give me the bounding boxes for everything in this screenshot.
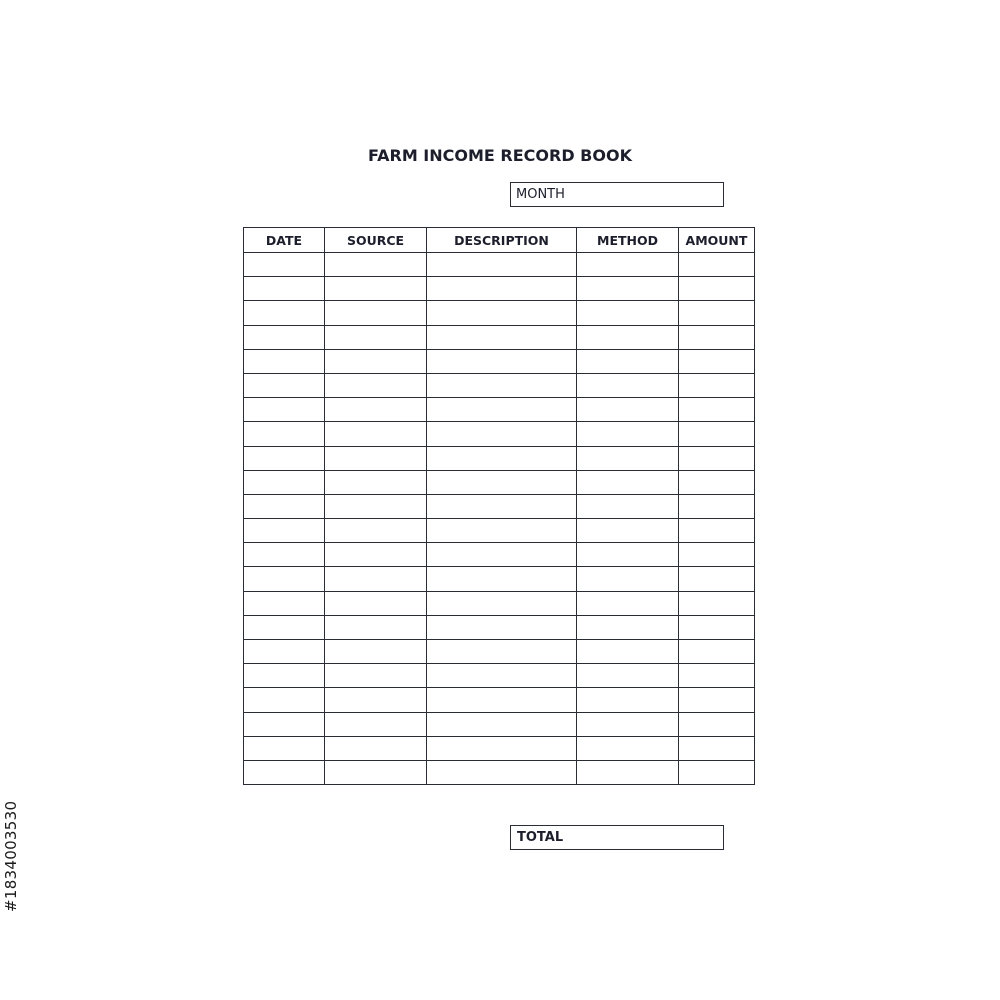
table-cell-description[interactable] <box>427 615 577 639</box>
table-cell-date[interactable] <box>244 591 325 615</box>
table-cell-source[interactable] <box>325 760 427 784</box>
table-cell-amount[interactable] <box>679 664 755 688</box>
table-cell-description[interactable] <box>427 301 577 325</box>
table-cell-method[interactable] <box>577 567 679 591</box>
table-cell-date[interactable] <box>244 277 325 301</box>
table-cell-date[interactable] <box>244 736 325 760</box>
table-row <box>244 567 755 591</box>
table-row <box>244 688 755 712</box>
table-cell-date[interactable] <box>244 253 325 277</box>
table-row <box>244 543 755 567</box>
table-cell-date[interactable] <box>244 567 325 591</box>
table-cell-amount[interactable] <box>679 543 755 567</box>
table-cell-method[interactable] <box>577 253 679 277</box>
table-cell-source[interactable] <box>325 373 427 397</box>
table-cell-date[interactable] <box>244 325 325 349</box>
table-cell-method[interactable] <box>577 301 679 325</box>
table-cell-source[interactable] <box>325 301 427 325</box>
table-row <box>244 446 755 470</box>
table-row <box>244 591 755 615</box>
table-cell-source[interactable] <box>325 640 427 664</box>
table-row <box>244 349 755 373</box>
table-cell-source[interactable] <box>325 277 427 301</box>
table-cell-description[interactable] <box>427 519 577 543</box>
table-cell-source[interactable] <box>325 325 427 349</box>
table-cell-description[interactable] <box>427 470 577 494</box>
table-cell-source[interactable] <box>325 446 427 470</box>
table-cell-method[interactable] <box>577 470 679 494</box>
table-row <box>244 712 755 736</box>
table-body <box>244 253 755 785</box>
column-header-source: SOURCE <box>325 228 427 253</box>
table-cell-description[interactable] <box>427 760 577 784</box>
table-cell-description[interactable] <box>427 640 577 664</box>
table-cell-source[interactable] <box>325 543 427 567</box>
table-cell-source[interactable] <box>325 615 427 639</box>
table-cell-date[interactable] <box>244 712 325 736</box>
table-row <box>244 615 755 639</box>
table-cell-description[interactable] <box>427 567 577 591</box>
table-row <box>244 277 755 301</box>
table-cell-amount[interactable] <box>679 567 755 591</box>
table-cell-method[interactable] <box>577 446 679 470</box>
table-cell-method[interactable] <box>577 712 679 736</box>
table-cell-method[interactable] <box>577 736 679 760</box>
table-cell-method[interactable] <box>577 519 679 543</box>
table-cell-amount[interactable] <box>679 760 755 784</box>
table-cell-description[interactable] <box>427 349 577 373</box>
income-table <box>243 227 755 785</box>
table-cell-description[interactable] <box>427 373 577 397</box>
table-cell-amount[interactable] <box>679 373 755 397</box>
table-row <box>244 640 755 664</box>
stock-id-label: #1834003530 <box>2 800 20 912</box>
table-row <box>244 736 755 760</box>
table-cell-date[interactable] <box>244 446 325 470</box>
table-cell-source[interactable] <box>325 736 427 760</box>
table-cell-date[interactable] <box>244 543 325 567</box>
table-cell-amount[interactable] <box>679 519 755 543</box>
table-row <box>244 519 755 543</box>
table-cell-amount[interactable] <box>679 301 755 325</box>
table-cell-amount[interactable] <box>679 398 755 422</box>
table-cell-description[interactable] <box>427 253 577 277</box>
table-cell-amount[interactable] <box>679 277 755 301</box>
table-cell-method[interactable] <box>577 543 679 567</box>
table-cell-amount[interactable] <box>679 253 755 277</box>
table-cell-method[interactable] <box>577 591 679 615</box>
table-cell-source[interactable] <box>325 470 427 494</box>
table-cell-description[interactable] <box>427 591 577 615</box>
table-row <box>244 760 755 784</box>
table-cell-amount[interactable] <box>679 446 755 470</box>
table-row <box>244 470 755 494</box>
table-cell-amount[interactable] <box>679 349 755 373</box>
table-cell-date[interactable] <box>244 301 325 325</box>
table-cell-method[interactable] <box>577 398 679 422</box>
table-cell-description[interactable] <box>427 325 577 349</box>
table-cell-description[interactable] <box>427 736 577 760</box>
table-cell-method[interactable] <box>577 664 679 688</box>
table-cell-source[interactable] <box>325 349 427 373</box>
table-cell-method[interactable] <box>577 422 679 446</box>
table-cell-source[interactable] <box>325 494 427 518</box>
table-cell-amount[interactable] <box>679 325 755 349</box>
table-row <box>244 325 755 349</box>
table-cell-amount[interactable] <box>679 422 755 446</box>
table-cell-amount[interactable] <box>679 494 755 518</box>
table-cell-date[interactable] <box>244 349 325 373</box>
table-cell-method[interactable] <box>577 688 679 712</box>
table-cell-method[interactable] <box>577 277 679 301</box>
table-cell-date[interactable] <box>244 422 325 446</box>
table-cell-date[interactable] <box>244 470 325 494</box>
table-cell-amount[interactable] <box>679 712 755 736</box>
table-cell-source[interactable] <box>325 398 427 422</box>
table-cell-date[interactable] <box>244 398 325 422</box>
table-cell-description[interactable] <box>427 688 577 712</box>
table-cell-method[interactable] <box>577 760 679 784</box>
column-header-date: DATE <box>244 228 325 253</box>
month-label: MONTH <box>516 187 565 202</box>
income-table-container <box>243 227 754 785</box>
table-cell-source[interactable] <box>325 567 427 591</box>
stock-id-text <box>2 752 22 912</box>
column-header-method: METHOD <box>577 228 679 253</box>
table-cell-description[interactable] <box>427 422 577 446</box>
column-header-amount: AMOUNT <box>679 228 755 253</box>
table-cell-method[interactable] <box>577 615 679 639</box>
table-cell-date[interactable] <box>244 494 325 518</box>
table-cell-method[interactable] <box>577 494 679 518</box>
page-title: FARM INCOME RECORD BOOK <box>368 146 632 165</box>
table-cell-description[interactable] <box>427 712 577 736</box>
table-cell-date[interactable] <box>244 640 325 664</box>
column-header-description: DESCRIPTION <box>427 228 577 253</box>
table-cell-description[interactable] <box>427 446 577 470</box>
table-cell-description[interactable] <box>427 543 577 567</box>
table-row <box>244 664 755 688</box>
table-header-row <box>244 228 755 253</box>
table-cell-amount[interactable] <box>679 591 755 615</box>
table-row <box>244 253 755 277</box>
table-cell-description[interactable] <box>427 277 577 301</box>
table-cell-description[interactable] <box>427 494 577 518</box>
table-cell-amount[interactable] <box>679 688 755 712</box>
table-row <box>244 494 755 518</box>
table-cell-source[interactable] <box>325 712 427 736</box>
table-cell-date[interactable] <box>244 519 325 543</box>
total-field[interactable] <box>510 825 724 850</box>
month-field[interactable] <box>510 182 724 207</box>
table-cell-amount[interactable] <box>679 640 755 664</box>
table-row <box>244 373 755 397</box>
table-cell-source[interactable] <box>325 519 427 543</box>
table-cell-source[interactable] <box>325 253 427 277</box>
table-row <box>244 422 755 446</box>
table-cell-source[interactable] <box>325 664 427 688</box>
table-row <box>244 301 755 325</box>
total-label: TOTAL <box>517 830 564 845</box>
table-cell-source[interactable] <box>325 591 427 615</box>
table-cell-date[interactable] <box>244 373 325 397</box>
table-cell-date[interactable] <box>244 688 325 712</box>
table-cell-amount[interactable] <box>679 736 755 760</box>
table-cell-method[interactable] <box>577 349 679 373</box>
table-cell-source[interactable] <box>325 688 427 712</box>
table-cell-source[interactable] <box>325 422 427 446</box>
table-cell-date[interactable] <box>244 664 325 688</box>
table-cell-amount[interactable] <box>679 470 755 494</box>
table-cell-method[interactable] <box>577 373 679 397</box>
table-cell-description[interactable] <box>427 398 577 422</box>
table-row <box>244 398 755 422</box>
table-cell-description[interactable] <box>427 664 577 688</box>
table-cell-amount[interactable] <box>679 615 755 639</box>
table-cell-method[interactable] <box>577 640 679 664</box>
table-cell-method[interactable] <box>577 325 679 349</box>
table-cell-date[interactable] <box>244 615 325 639</box>
table-cell-date[interactable] <box>244 760 325 784</box>
